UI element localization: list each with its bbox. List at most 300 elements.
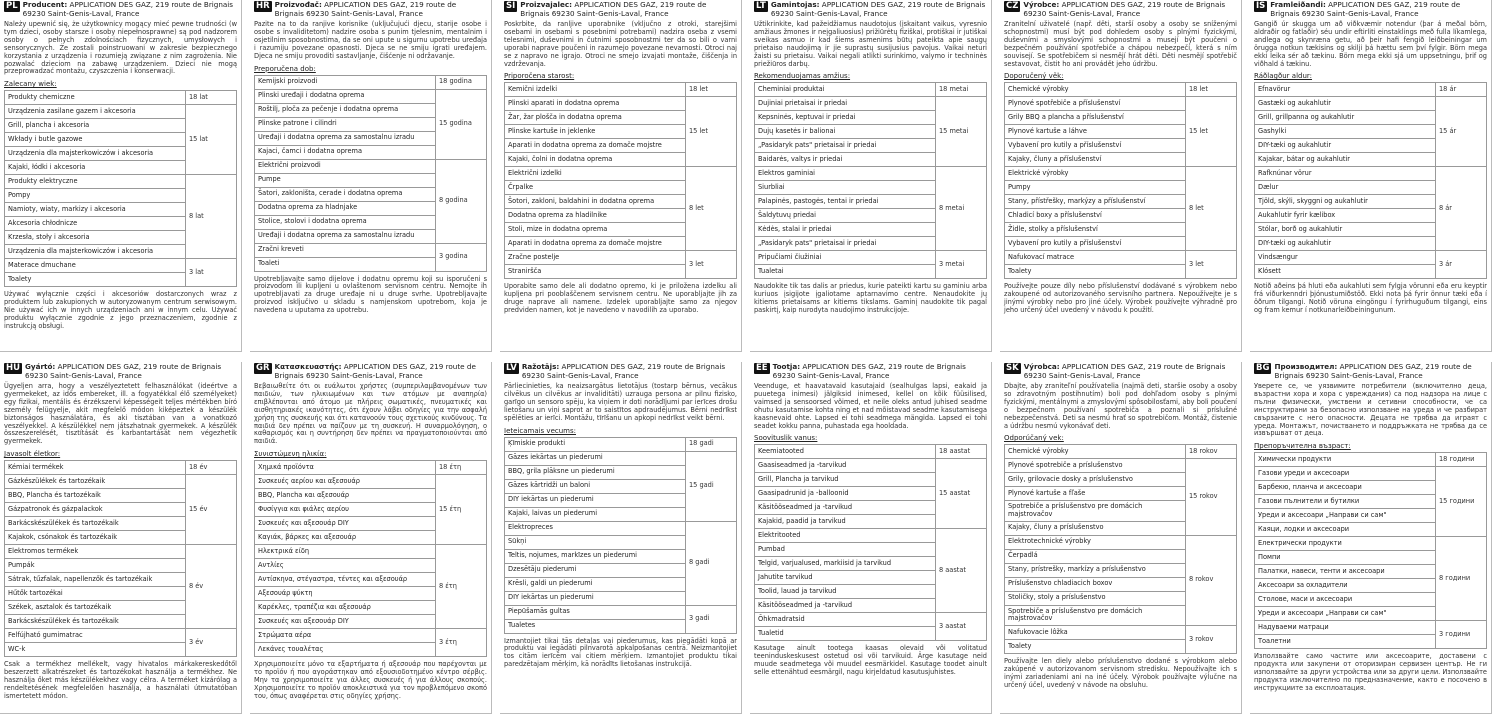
product-category: Kajaky, čluny a príslušenstvo xyxy=(1005,521,1186,535)
producer-address: APPLICATION DES GAZ, 219 route de Brignais 69230 Saint-Genis-Laval, France xyxy=(1023,0,1226,18)
product-category: Nafukovací matrace xyxy=(1005,251,1186,265)
product-category: Αντλίες xyxy=(255,559,436,573)
product-category: Ķīmiskie produkti xyxy=(505,437,686,451)
table-row xyxy=(755,167,987,181)
product-category: Uređaji i dodatna oprema za samostalnu izradu xyxy=(255,229,436,243)
language-code-badge: SK xyxy=(1006,363,1019,373)
age-table-title: Ieteicamais vecums: xyxy=(504,426,576,435)
safety-intro: Užtikrinkite, kad pažeidžiamus naudotojus (įskaitant vaikus, vyresnio amžiaus žmones ir neįgaliuosius) prižiūrėtų fiziškai, protiškai ir jutiškai sveikas asmuo ir kad šiems asmenims būtų pateikta apie saugų prietaiso naudojimą ir jie suprastų susijusius pavojus. Vaikai neturi žaisti su prietaisu. Vaikai negali atlikti surinkimo, valymo ir techninės priežiūros darbų. xyxy=(754,20,987,68)
age-value: 15 év xyxy=(185,475,236,545)
producer-address: APPLICATION DES GAZ, 219 route de Brignais 69230 Saint-Genis-Laval, France xyxy=(274,362,476,380)
product-category: Felfújható gumimatrac xyxy=(5,629,186,643)
product-category: Уреди и аксесоари „Направи си сам" xyxy=(1255,509,1436,523)
age-table-title: Preporučena dob: xyxy=(254,64,316,73)
age-table xyxy=(254,75,487,272)
age-value: 18 ár xyxy=(1435,83,1486,97)
usage-note: Χρησιμοποιείτε μόνο τα εξαρτήματα ή αξεσουάρ που παρέχονται με το προϊόν ή που αγοράστηκαν από εξουσιοδοτημένο κέντρο σέρβις. Μην τα χρησιμοποιείτε για άλλες συσκευές ή για άλλους σκοπούς. Χρησιμοποιείτε το προϊόν αποκλειστικά για τον προβλεπόμενο σκοπό του, όπως αναφέρεται στις οδηγίες χρήσης. xyxy=(254,660,487,700)
product-category: Teltis, nojumes, markīzes un piederumi xyxy=(505,549,686,563)
producer-address: APPLICATION DES GAZ, 219 route de Brignais 69230 Saint-Genis-Laval, France xyxy=(274,0,457,18)
panel-gr xyxy=(250,362,492,714)
age-value: 3 let xyxy=(1185,251,1236,279)
table-row xyxy=(255,475,487,489)
age-table-title: Priporočena starost: xyxy=(504,72,575,81)
product-category: Šatori, zakloništa, cerade i dodatna oprema xyxy=(255,187,436,201)
table-row xyxy=(5,175,237,189)
product-category: Aparati in dodatna oprema za domače mojstre xyxy=(505,237,686,251)
product-category: Gázkészülékek és tartozékaik xyxy=(5,475,186,489)
age-value: 15 lat xyxy=(185,105,236,175)
panel-cz xyxy=(1000,0,1242,352)
product-category: Krzesła, stoły i akcesoria xyxy=(5,231,186,245)
product-category: Kajakar, bátar og aukahlutir xyxy=(1255,153,1436,167)
age-table-title: Javasolt életkor: xyxy=(4,450,61,459)
product-category: Tjöld, skýli, skyggni og aukahlutir xyxy=(1255,195,1436,209)
product-category: Toalety xyxy=(5,273,186,287)
product-category: Toolid, lauad ja tarvikud xyxy=(755,585,936,599)
producer-line xyxy=(1274,363,1487,380)
product-category: DIY iekārtas un piederumi xyxy=(505,493,686,507)
age-table-title: Препоръчителна възраст: xyxy=(1254,442,1351,451)
product-category: Elektrické výrobky xyxy=(1005,167,1186,181)
age-table-title: Odporúčaný vek: xyxy=(1004,434,1064,443)
age-value: 3 rokov xyxy=(1185,625,1236,653)
product-category: Straniršča xyxy=(505,265,686,279)
product-category: Baidarės, valtys ir priedai xyxy=(755,153,936,167)
product-category: BBQ, grila plāksne un piederumi xyxy=(505,465,686,479)
table-row xyxy=(1255,467,1487,481)
table-row xyxy=(255,629,487,643)
product-category: Stolice, stolovi i dodatna oprema xyxy=(255,215,436,229)
product-category: Toaleti xyxy=(255,257,436,271)
product-category: Grill, plancha i akcesoria xyxy=(5,119,186,133)
age-value: 8 rokov xyxy=(1185,535,1236,625)
product-category: Тоалетни xyxy=(1255,635,1436,649)
age-value: 3 gadi xyxy=(685,605,736,633)
age-table xyxy=(254,460,487,657)
product-category: Λεκάνες τουαλέτας xyxy=(255,643,436,657)
producer-address: APPLICATION DES GAZ, 219 route de Brignais 69230 Saint-Genis-Laval, France xyxy=(25,362,222,380)
product-category: Grill, grillpanna og aukahlutir xyxy=(1255,111,1436,125)
safety-intro: Należy upewnić się, że użytkownicy mogący mieć pewne trudności (w tym dzieci, osoby starsze i osoby niepełnosprawne) są pod nadzorem osoby o pełnych zdolnościach fizycznych, umysłowych i sensorycznych. Że zostali poinstruowani w zakresie bezpiecznego korzystania z urządzenia i rozumieją związane z nim zagrożenia. Nie pozwalać dzieciom na zabawę urządzeniem. Dzieci nie mogą przeprowadzać montażu, czyszczenia i konserwacji. xyxy=(4,20,237,76)
language-code-badge: PL xyxy=(6,1,18,11)
product-category: Piepūšamās gultas xyxy=(505,605,686,619)
table-row xyxy=(5,461,237,475)
producer-line xyxy=(23,1,237,18)
producer-label: Ražotājs: xyxy=(521,362,560,371)
product-category: „Pasidaryk pats" prietaisai ir priedai xyxy=(755,139,936,153)
table-row xyxy=(505,521,737,535)
product-category: Õhkmadratsid xyxy=(755,613,936,627)
table-row xyxy=(505,251,737,265)
table-row xyxy=(755,529,987,543)
age-value: 18 години xyxy=(1435,453,1486,467)
product-category: Уреди и аксесоари „Направи си сам" xyxy=(1255,607,1436,621)
age-value: 15 ár xyxy=(1435,97,1486,167)
product-category: Ηλεκτρικά είδη xyxy=(255,545,436,559)
age-value: 18 aastat xyxy=(935,445,986,459)
language-code-badge: CZ xyxy=(1006,1,1019,11)
table-row xyxy=(5,105,237,119)
age-table xyxy=(754,82,987,279)
age-value: 8 години xyxy=(1435,537,1486,621)
usage-note: Използвайте само частите или аксесоарите, доставени с продукта или закупени от оторизиран сервизен център. Не ги използвайте за други устройства или за други цели. Използвайте продукта изключително по предназначение, както е посочено в инструкциите за експлоатация. xyxy=(1254,652,1487,692)
age-value: 3 години xyxy=(1435,621,1486,649)
product-category: Plinske patrone i cilindri xyxy=(255,117,436,131)
product-category: Produkty chemiczne xyxy=(5,91,186,105)
producer-label: Κατασκευαστής: xyxy=(274,362,342,371)
product-category: Газови уреди и аксесоари xyxy=(1255,467,1436,481)
age-table xyxy=(1254,452,1487,649)
age-table-title: Soovituslik vanus: xyxy=(754,434,818,443)
producer-line xyxy=(773,363,987,380)
product-category: Hűtők tartozékai xyxy=(5,587,186,601)
product-category: WC-k xyxy=(5,643,186,657)
age-table xyxy=(504,82,737,279)
language-code-badge: LV xyxy=(506,363,517,373)
product-category: Židle, stolky a příslušenství xyxy=(1005,223,1186,237)
product-category: Στρώματα αέρα xyxy=(255,629,436,643)
product-category: Αξεσουάρ ψύκτη xyxy=(255,587,436,601)
age-value: 18 let xyxy=(685,83,736,97)
table-row xyxy=(755,459,987,473)
product-category: Gashylki xyxy=(1255,125,1436,139)
age-table xyxy=(754,444,987,641)
age-value: 8 aastat xyxy=(935,529,986,613)
age-table-title: Rekomenduojamas amžius: xyxy=(754,72,851,81)
product-category: Príslušenstvo chladiacich boxov xyxy=(1005,577,1186,591)
age-value: 8 let xyxy=(1185,167,1236,251)
producer-label: Gamintojas: xyxy=(770,0,820,9)
age-value: 15 let xyxy=(1185,97,1236,167)
age-value: 15 metai xyxy=(935,97,986,167)
table-row xyxy=(1005,97,1237,111)
usage-note: Používejte pouze díly nebo příslušenství dodávané s výrobkem nebo zakoupené od autorizovaného servisního partnera. Nepoužívejte je s jinými výrobky nebo pro jiné účely. Výrobek používejte výhradně pro jeho určený účel uvedený v návodu k použití. xyxy=(1004,282,1237,315)
age-table-title: Ráðlagður aldur: xyxy=(1254,72,1313,81)
product-category: Dælur xyxy=(1255,181,1436,195)
product-category: DIY iekārtas un piederumi xyxy=(505,591,686,605)
product-category: Elektrotechnické výrobky xyxy=(1005,535,1186,549)
table-row xyxy=(255,243,487,257)
product-category: Klósett xyxy=(1255,265,1436,279)
product-category: Zračni kreveti xyxy=(255,243,436,257)
product-category: Čerpadlá xyxy=(1005,549,1186,563)
product-category: Elektritooted xyxy=(755,529,936,543)
producer-address: APPLICATION DES GAZ, 219 route de Brignais 69230 Saint-Genis-Laval, France xyxy=(1274,362,1472,380)
table-row xyxy=(255,75,487,89)
product-category: Šotori, zakloni, baldahini in dodatna oprema xyxy=(505,195,686,209)
age-value: 15 έτη xyxy=(435,475,486,545)
product-category: Καγιάκ, βάρκες και αξεσουάρ xyxy=(255,531,436,545)
product-category: Plinski uređaji i dodatna oprema xyxy=(255,89,436,103)
age-value: 15 rokov xyxy=(1185,459,1236,535)
age-value: 18 rokov xyxy=(1185,445,1236,459)
product-category: Tualetid xyxy=(755,627,936,641)
producer-line xyxy=(25,363,237,380)
product-category: Roštilj, ploča za pečenje i dodatna oprema xyxy=(255,103,436,117)
product-category: Pumpák xyxy=(5,559,186,573)
product-category: Materace dmuchane xyxy=(5,259,186,273)
age-value: 8 ár xyxy=(1435,167,1486,251)
age-table xyxy=(4,460,237,657)
product-category: Vybavení pro kutily a příslušenství xyxy=(1005,139,1186,153)
table-row xyxy=(505,97,737,111)
product-category: Rafknúnar vörur xyxy=(1255,167,1436,181)
panel-bg xyxy=(1250,362,1492,714)
panel-header xyxy=(754,363,987,380)
age-table-title: Doporučený věk: xyxy=(1004,72,1064,81)
producer-label: Výrobce: xyxy=(1023,0,1060,9)
age-value: 8 gadi xyxy=(685,521,736,605)
table-row xyxy=(1005,625,1237,639)
product-category: BBQ, Plancha és tartozékaik xyxy=(5,489,186,503)
product-category: Käsitööseadmed ja -tarvikud xyxy=(755,501,936,515)
age-value: 3 let xyxy=(685,251,736,279)
product-category: Produkty elektryczne xyxy=(5,175,186,189)
panel-header xyxy=(4,363,237,380)
age-value: 15 aastat xyxy=(935,459,986,529)
table-row xyxy=(1005,445,1237,459)
product-category: Dodatna oprema za hladnjake xyxy=(255,201,436,215)
product-category: Jahutite tarvikud xyxy=(755,571,936,585)
table-row xyxy=(5,259,237,273)
producer-address: APPLICATION DES GAZ, 219 route de Brignais 69230 Saint-Genis-Laval, France xyxy=(520,0,707,18)
product-category: Столове, маси и аксесоари xyxy=(1255,593,1436,607)
panel-hu xyxy=(0,362,242,714)
product-category: Toalety xyxy=(1005,265,1186,279)
table-row xyxy=(1255,621,1487,635)
producer-address: APPLICATION DES GAZ, 219 route de Brignais 69230 Saint-Genis-Laval, France xyxy=(1270,0,1461,18)
language-code-badge: BG xyxy=(1256,363,1270,373)
producer-label: Proizvođač: xyxy=(274,0,322,9)
product-category: Vindsængur xyxy=(1255,251,1436,265)
product-category: Wkłady i butle gazowe xyxy=(5,133,186,147)
table-row xyxy=(5,91,237,105)
product-category: Pripučiami čiužiniai xyxy=(755,251,936,265)
safety-intro: Veenduge, et haavatavaid kasutajaid (sealhulgas lapsi, eakaid ja puuetega inimesi) jälgiksid inimesed, kellel on kõik füüsilised, vaimsed ja sensoorsed võimed, et neile oleks antud juhised seadme ohutu kasutamise kohta ning et nad mõistavad seadme kasutamisega kaasnevaid ohte. Lapsed ei tohi seadmega mängida. Lapsed ei tohi seadet kokku panna, puhastada ega hooldada. xyxy=(754,382,987,430)
product-category: Електрически продукти xyxy=(1255,537,1436,551)
age-table xyxy=(1004,82,1237,279)
producer-label: Výrobca: xyxy=(1023,362,1060,371)
product-category: Kajaci, čamci i dodatna oprema xyxy=(255,145,436,159)
age-value: 18 let xyxy=(1185,83,1236,97)
table-row xyxy=(505,451,737,465)
product-category: Pompy xyxy=(5,189,186,203)
product-category: Помпи xyxy=(1255,551,1436,565)
panel-lt xyxy=(750,0,992,352)
product-category: Käsitööseadmed ja -tarvikud xyxy=(755,599,936,613)
product-category: Efnavörur xyxy=(1255,83,1436,97)
product-category: Συσκευές και αξεσουάρ DIY xyxy=(255,615,436,629)
product-category: Палатки, навеси, тенти и аксесоари xyxy=(1255,565,1436,579)
product-category: Dodatna oprema za hladilnike xyxy=(505,209,686,223)
age-table-title: Zalecany wiek: xyxy=(4,80,57,89)
producer-label: Framleiðandi: xyxy=(1270,0,1326,9)
product-category: Elektropreces xyxy=(505,521,686,535)
table-row xyxy=(5,629,237,643)
age-value: 3 ár xyxy=(1435,251,1486,279)
product-category: Химически продукти xyxy=(1255,453,1436,467)
product-category: Plynové spotrebiče a príslušenstvo xyxy=(1005,459,1186,473)
product-category: Kajakok, csónakok és tartozékaik xyxy=(5,531,186,545)
table-row xyxy=(255,545,487,559)
producer-label: Gyártó: xyxy=(25,362,56,371)
table-row xyxy=(505,167,737,181)
product-category: Gázpatronok és gázpalackok xyxy=(5,503,186,517)
product-category: Chladicí boxy a příslušenství xyxy=(1005,209,1186,223)
product-category: Električni izdelki xyxy=(505,167,686,181)
product-category: Palapinės, pastogės, tentai ir priedai xyxy=(755,195,936,209)
age-table xyxy=(1254,82,1487,279)
table-row xyxy=(1005,459,1237,473)
product-category: Καρέκλες, τραπέζια και αξεσουάρ xyxy=(255,601,436,615)
table-row xyxy=(505,83,737,97)
product-category: Siurbliai xyxy=(755,181,936,195)
product-category: Akcesoria chłodnicze xyxy=(5,217,186,231)
age-value: 18 godina xyxy=(435,75,486,89)
usage-note: Upotrebljavajte samo dijelove i dodatnu opremu koji su isporučeni s proizvodom ili kupljeni u ovlaštenom servisnom centru. Nemojte ih upotrebljavati za druge uređaje ni u druge svrhe. Upotrebljavajte proizvod isključivo u skladu s namjenskom upotrebom, koja je navedena u uputama za upotrebu. xyxy=(254,274,487,315)
age-value: 18 metai xyxy=(935,83,986,97)
product-category: Gastæki og aukahlutir xyxy=(1255,97,1436,111)
product-category: Dzesētāju piederumi xyxy=(505,563,686,577)
producer-line xyxy=(1270,1,1487,18)
age-value: 8 let xyxy=(685,167,736,251)
product-category: Dujiniai prietaisai ir priedai xyxy=(755,97,936,111)
safety-intro: Gangið úr skugga um að viðkvæmir notendur (þar á meðal börn, aldraðir og fatlaðir) séu undir eftirliti einstaklings með fulla líkamlega, andlega og skynræna getu, að þeir hafi fengið leiðbeiningar um örugga notkun tækisins og skilji þá hættu sem því fylgir. Börn mega ekki leika sér að tækinu. Börn mega ekki sjá um uppsetningu, þrif og viðhald á tækinu. xyxy=(1254,20,1487,68)
product-category: Kemični izdelki xyxy=(505,83,686,97)
age-table xyxy=(4,90,237,287)
panel-hr xyxy=(250,0,492,352)
producer-address: APPLICATION DES GAZ, 219 route de Brignais 69230 Saint-Genis-Laval, France xyxy=(1023,362,1226,380)
product-category: Каяци, лодки и аксесоари xyxy=(1255,523,1436,537)
panel-pl xyxy=(0,0,242,352)
product-category: Črpalke xyxy=(505,181,686,195)
product-category: Zračne postelje xyxy=(505,251,686,265)
product-category: Sátrak, tűzfalak, napellenzők és tartozékaik xyxy=(5,573,186,587)
panel-lv xyxy=(500,362,742,714)
safety-intro: Уверете се, че уязвимите потребители (включително деца, възрастни хора и хора с увреждания) са под надзора на лице с пълни физически, умствени и сетивни способности, че са инструктирани за безопасно използване на уреда и че разбират свързаните с него опасности. Децата не трябва да играят с уреда. Монтажът, почистването и поддръжката не трябва да се извършват от деца. xyxy=(1254,382,1487,438)
product-category: Tualetes xyxy=(505,619,686,633)
product-category: Vybavení pro kutily a příslušenství xyxy=(1005,237,1186,251)
product-category: Barkácskészülékek és tartozékaik xyxy=(5,517,186,531)
producer-line xyxy=(522,363,737,380)
product-category: Plynové spotřebiče a příslušenství xyxy=(1005,97,1186,111)
age-value: 3 év xyxy=(185,629,236,657)
usage-note: Izmantojiet tikai tās detaļas vai piederumus, kas piegādāti kopā ar produktu vai iegādāti pilnvarotā apkalpošanas centrā. Neizmantojiet tos citām ierīcēm vai citiem mērķiem. Izmantojiet produktu tikai paredzētajam mērķim, kā norādīts lietošanas instrukcijā. xyxy=(504,636,737,669)
producer-label: Tootja: xyxy=(772,362,801,371)
product-category: Συσκευές και αξεσουάρ DIY xyxy=(255,517,436,531)
panel-is xyxy=(1250,0,1492,352)
product-category: Električni proizvodi xyxy=(255,159,436,173)
table-row xyxy=(1005,83,1237,97)
safety-intro: Pazite na to da ranjive korisnike (uključujući djecu, starije osobe i osobe s invaliditetom) nadzire osoba s punim tjelesnim, mentalnim i osjetilnim sposobnostima, da se oni upute u sigurnu upotrebu uređaja i razumiju povezane opasnosti. Djeca se ne smiju igrati uređajem. Djeca ne smiju provoditi sastavljanje, čišćenje ni održavanje. xyxy=(254,20,487,60)
table-row xyxy=(1255,97,1487,111)
safety-intro: Βεβαιωθείτε ότι οι ευάλωτοι χρήστες (συμπεριλαμβανομένων των παιδιών, των ηλικιωμένων και των ατόμων με αναπηρία) επιβλέπονται από άτομο με πλήρεις σωματικές, πνευματικές και αισθητηριακές ικανότητες, ότι έχουν λάβει οδηγίες για την ασφαλή χρήση της συσκευής και ότι κατανοούν τους σχετικούς κινδύνους. Τα παιδιά δεν πρέπει να παίζουν με τη συσκευή. Η συναρμολόγηση, ο καθαρισμός και η συντήρηση δεν πρέπει να πραγματοποιούνται από παιδιά. xyxy=(254,382,487,446)
product-category: Urządzenia dla majsterkowiczów i akcesoria xyxy=(5,147,186,161)
age-table xyxy=(1004,444,1237,653)
product-category: Stany, prístrešky, markízy a príslušenstvo xyxy=(1005,563,1186,577)
product-category: Cheminiai produktai xyxy=(755,83,936,97)
age-value: 8 lat xyxy=(185,175,236,259)
product-category: Žar, žar plošča in dodatna oprema xyxy=(505,111,686,125)
product-category: Pumpe xyxy=(255,173,436,187)
product-category: Stoličky, stoly a príslušenstvo xyxy=(1005,591,1186,605)
table-row xyxy=(1255,167,1487,181)
product-category: Kėdės, stalai ir priedai xyxy=(755,223,936,237)
panel-header xyxy=(754,1,987,18)
product-category: Spotrebiče a príslušenstvo pre domácich majstrovačov xyxy=(1005,605,1186,625)
producer-address: APPLICATION DES GAZ, 219 route de Brignais 69230 Saint-Genis-Laval, France xyxy=(770,0,986,18)
product-category: Barkácskészülékek és tartozékaik xyxy=(5,615,186,629)
product-category: Spotrebiče a príslušenstvo pre domácich majstrovačov xyxy=(1005,501,1186,521)
table-row xyxy=(1005,167,1237,181)
language-code-badge: EE xyxy=(756,363,768,373)
table-row xyxy=(5,475,237,489)
age-value: 15 години xyxy=(1435,467,1486,537)
producer-address: APPLICATION DES GAZ, 219 route de Brignais 69230 Saint-Genis-Laval, France xyxy=(22,0,234,18)
panel-header xyxy=(504,363,737,380)
safety-intro: Poskrbite, da ranljive uporabnike (vključno z otroki, starejšimi osebami in osebami s posebnimi potrebami) nadzira oseba z vsemi telesnimi, duševnimi in čutnimi sposobnostmi ter da so bili o varni uporabi naprave poučeni in razumejo povezane nevarnosti. Otroci naj se z napravo ne igrajo. Otroci ne smejo izvajati montaže, čiščenja in vzdrževanja. xyxy=(504,20,737,68)
age-value: 8 godina xyxy=(435,159,486,243)
table-row xyxy=(1005,251,1237,265)
table-row xyxy=(1255,251,1487,265)
table-row xyxy=(505,437,737,451)
product-category: Gaasipadrunid ja -balloonid xyxy=(755,487,936,501)
safety-intro: Zranitelní uživatelé (např. děti, starší osoby a osoby se sníženými schopnostmi) musí být pod dohledem osoby s plnými fyzickými, duševními a smyslovými schopnostmi a musejí být poučeni o bezpečném používání spotřebiče a chápou nebezpečí, která s ním souvisejí. Se spotřebičem si nesmějí hrát děti. Děti nesmějí spotřebič sestavovat, čistit ho ani provádět jeho údržbu. xyxy=(1004,20,1237,68)
producer-label: Proizvajalec: xyxy=(520,0,573,9)
age-table xyxy=(504,437,737,634)
producer-address: APPLICATION DES GAZ, 219 route de Brignais 69230 Saint-Genis-Laval, France xyxy=(521,362,726,380)
product-category: Plynové kartuše a láhve xyxy=(1005,125,1186,139)
table-row xyxy=(755,83,987,97)
product-category: Χημικά προϊόντα xyxy=(255,461,436,475)
age-value: 15 godina xyxy=(435,89,486,159)
product-category: Аксесоари за охладители xyxy=(1255,579,1436,593)
product-category: Gaasiseadmed ja -tarvikud xyxy=(755,459,936,473)
product-category: Nafukovacie lôžka xyxy=(1005,625,1186,639)
table-row xyxy=(5,545,237,559)
product-category: Telgid, varjualused, markiisid ja tarvikud xyxy=(755,557,936,571)
table-row xyxy=(1255,453,1487,467)
table-row xyxy=(1255,83,1487,97)
age-value: 18 έτη xyxy=(435,461,486,475)
age-table-title: Συνιστώμενη ηλικία: xyxy=(254,450,327,459)
language-code-badge: SI xyxy=(506,1,516,11)
panel-header xyxy=(254,1,487,18)
product-category: Grill, Plancha ja tarvikud xyxy=(755,473,936,487)
panel-header xyxy=(1004,363,1237,380)
table-row xyxy=(505,605,737,619)
product-category: Stoli, mize in dodatna oprema xyxy=(505,223,686,237)
product-category: DIY-tæki og aukahlutir xyxy=(1255,139,1436,153)
age-value: 15 let xyxy=(685,97,736,167)
producer-line xyxy=(771,1,987,18)
language-code-badge: HU xyxy=(6,363,21,373)
product-category: Pumbad xyxy=(755,543,936,557)
usage-note: Používajte len diely alebo príslušenstvo dodané s výrobkom alebo zakúpené v autorizovanom servisnom stredisku. Nepoužívajte ich s inými zariadeniami ani na iné účely. Výrobok používajte výlučne na určený účel, uvedený v návode na obsluhu. xyxy=(1004,656,1237,689)
product-category: Gāzes iekārtas un piederumi xyxy=(505,451,686,465)
product-category: Kajaky, čluny a příslušenství xyxy=(1005,153,1186,167)
age-value: 3 έτη xyxy=(435,629,486,657)
age-value: 18 év xyxy=(185,461,236,475)
product-category: Kepsninės, keptuvai ir priedai xyxy=(755,111,936,125)
table-row xyxy=(755,97,987,111)
age-value: 8 metai xyxy=(935,167,986,251)
product-category: Kajaki, čolni in dodatna oprema xyxy=(505,153,686,167)
product-category: Gāzes kārtridži un baloni xyxy=(505,479,686,493)
product-category: Šaldytuvų priedai xyxy=(755,209,936,223)
producer-label: Производител: xyxy=(1274,362,1338,371)
panel-header xyxy=(1254,363,1487,380)
